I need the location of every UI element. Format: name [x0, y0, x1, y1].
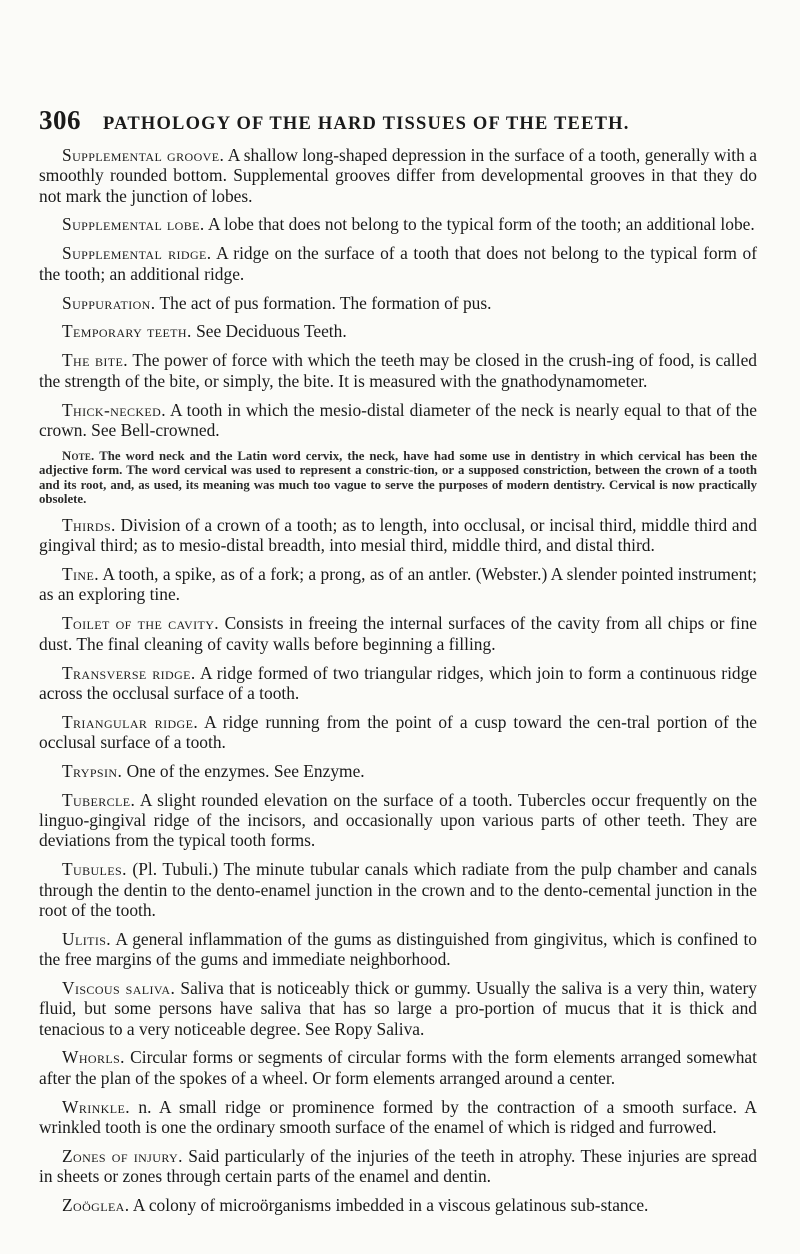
glossary-entry — [39, 321, 757, 341]
entry-term: The bite. — [62, 350, 128, 371]
glossary-entry — [39, 1097, 757, 1138]
glossary-entry — [39, 978, 757, 1039]
note-label: Note. — [62, 448, 95, 463]
entry-term: Temporary teeth. — [62, 321, 192, 342]
glossary-entry — [39, 663, 757, 704]
entry-term: Toilet of the cavity. — [62, 613, 220, 634]
entry-definition: See Deciduous Teeth. — [196, 321, 347, 342]
glossary-entry — [39, 712, 757, 753]
entry-definition: A ridge running from the point of a cusp toward the cen-tral portion of the occlusal surface of a tooth. — [39, 711, 757, 752]
entry-term: Transverse ridge. — [62, 662, 196, 683]
entry-definition: Saliva that is noticeably thick or gummy. Usually the saliva is a very thin, watery fluid, but some persons have saliva that has so large a pro-portion of mucus that it is thick and tenacious to a very noticeable degree. See Ropy Saliva. — [39, 977, 757, 1039]
entry-term: Whorls. — [62, 1047, 125, 1068]
glossary-entry — [39, 1047, 757, 1088]
entry-definition: A colony of microörganisms imbedded in a viscous gelatinous sub-stance. — [132, 1194, 649, 1215]
entry-definition: A lobe that does not belong to the typical form of the tooth; an additional lobe. — [208, 214, 755, 235]
entry-definition: A ridge formed of two triangular ridges, which join to form a continuous ridge across the occlusal surface of a tooth. — [39, 662, 758, 703]
entry-definition: Circular forms or segments of circular forms with the form elements arranged somewhat after the plan of the spokes of a wheel. Or form elements arranged around a center. — [39, 1047, 757, 1088]
entry-term: Thick-necked. — [62, 399, 166, 420]
glossary-entry — [39, 350, 757, 391]
glossary-entry — [39, 761, 757, 781]
page-header — [39, 105, 759, 136]
entry-term: Thirds. — [62, 514, 116, 535]
entry-definition: The power of force with which the teeth may be closed in the crush-ing of food, is called the strength of the bite, or simply, the bite. It is measured with the gnathodynamometer. — [39, 350, 757, 391]
glossary-entry — [39, 400, 757, 441]
entry-definition: Division of a crown of a tooth; as to length, into occlusal, or incisal third, middle third and gingival third; as to mesio-distal breadth, into mesial third, middle third, and distal third. — [39, 514, 757, 556]
entry-definition: Consists in freeing the internal surfaces of the cavity from all chips or fine dust. The final cleaning of cavity walls before beginning a filling. — [39, 613, 758, 654]
glossary-entry — [39, 790, 757, 851]
entry-definition: One of the enzymes. See Enzyme. — [126, 760, 365, 781]
entry-term: Ulitis. — [62, 928, 112, 949]
entry-term: Wrinkle. — [62, 1096, 130, 1117]
glossary-entry — [39, 293, 757, 313]
entry-definition: n. A small ridge or prominence formed by the contraction of a smooth surface. A wrinkled tooth is one the ordinary smooth surface of the enamel of which is ridged and furrowed. — [39, 1096, 757, 1137]
entry-definition: A slight rounded elevation on the surface of a tooth. Tubercles occur frequently on the linguo-gingival ridge of the incisors, and occasionally upon various parts of other teeth. They are deviations from the typical tooth forms. — [39, 789, 757, 851]
glossary-entry — [39, 145, 757, 206]
glossary-entry — [39, 1146, 757, 1187]
entry-definition: A shallow long-shaped depression in the surface of a tooth, generally with a smoothly rounded bottom. Supplemental grooves differ from developmental grooves in that they do not mark the junction of lobes. — [39, 145, 758, 206]
entry-term: Supplemental lobe. — [62, 214, 205, 235]
glossary-body — [39, 145, 757, 1224]
entry-term: Supplemental groove. — [62, 145, 225, 165]
entry-definition: (Pl. Tubuli.) The minute tubular canals which radiate from the pulp chamber and canals through the dentin to the dento-enamel junction in the crown and to the dento-cemental junction in the root of the tooth. — [39, 859, 757, 920]
entry-term: Supplemental ridge. — [62, 243, 212, 264]
entry-definition: The act of pus formation. The formation of pus. — [159, 292, 492, 313]
glossary-entry — [39, 929, 757, 970]
glossary-entry — [39, 214, 757, 234]
entry-definition: Said particularly of the injuries of the teeth in atrophy. These injuries are spread in sheets or zones through certain parts of the enamel and dentin. — [39, 1145, 757, 1187]
glossary-entry — [39, 859, 757, 920]
entry-definition: A tooth in which the mesio-distal diameter of the neck is nearly equal to that of the crown. See Bell-crowned. — [39, 399, 758, 440]
entry-term: Zoöglea. — [62, 1194, 130, 1215]
entry-term: Triangular ridge. — [62, 711, 199, 732]
entry-term: Zones of injury. — [62, 1145, 183, 1166]
entry-term: Viscous saliva. — [62, 977, 176, 998]
entry-term: Suppuration. — [62, 292, 156, 313]
page-number: 306 — [39, 105, 81, 135]
entry-term: Tine. — [62, 564, 99, 585]
glossary-entry — [39, 564, 757, 605]
entry-definition: A ridge on the surface of a tooth that does not belong to the typical form of the tooth; an additional ridge. — [39, 243, 757, 284]
running-title: PATHOLOGY OF THE HARD TISSUES OF THE TEETH. — [103, 114, 630, 134]
glossary-note — [39, 449, 757, 507]
glossary-entry — [39, 243, 757, 284]
entry-term: Trypsin. — [62, 760, 123, 781]
glossary-entry — [39, 515, 757, 556]
note-text: The word neck and the Latin word cervix, the neck, have had some use in dentistry in which cervical has been the adjective form. The word cervical was used to represent a constric-tion, or a supposed constriction, between the crown of a tooth and its root, and, as used, its meaning was much too vague to serve the purposes of modern dentistry. Cervical is now practically obsolete. — [39, 448, 758, 506]
glossary-entry — [39, 613, 757, 654]
entry-definition: A tooth, a spike, as of a fork; a prong, as of an antler. (Webster.) A slender pointed instrument; as an exploring tine. — [39, 564, 758, 605]
entry-term: Tubercle. — [62, 789, 136, 810]
entry-term: Tubules. — [62, 859, 127, 880]
glossary-entry — [39, 1195, 757, 1215]
entry-definition: A general inflammation of the gums as distinguished from gingivitus, which is confined to the free margins of the gums and immediate neighborhood. — [39, 928, 757, 970]
